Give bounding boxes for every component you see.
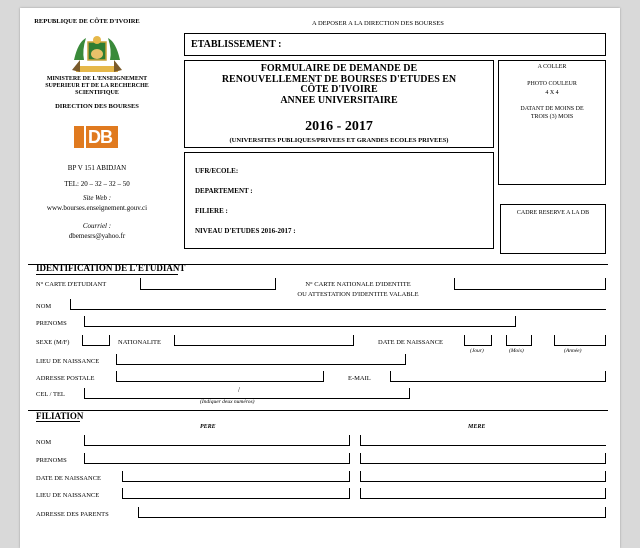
form-page (20, 8, 620, 548)
filiation-date-label: DATE DE NAISSANCE (36, 475, 101, 482)
phone-hint: (Indiquer deux numéros) (200, 399, 255, 405)
mere-prenoms-input[interactable] (360, 453, 606, 464)
pere-nom-input[interactable] (84, 435, 350, 446)
student-card-input[interactable] (140, 278, 276, 290)
adresse-parents-label: ADRESSE DES PARENTS (36, 511, 109, 518)
section-divider-2 (28, 410, 608, 411)
lieu-naissance-input[interactable] (116, 354, 406, 365)
form-title-box (184, 60, 494, 148)
filiation-lieu-label: LIEU DE NAISSANCE (36, 492, 100, 499)
departement-field[interactable]: DEPARTEMENT : (195, 187, 253, 195)
date-naissance-label: DATE DE NAISSANCE (378, 339, 443, 346)
phone-separator: / (238, 386, 240, 394)
reserved-box: CADRE RESERVE A LA DB (500, 204, 606, 254)
direction-name: DIRECTION DES BOURSES (55, 103, 139, 110)
email-field-label: E-MAIL (348, 375, 371, 382)
form-title: FORMULAIRE DE DEMANDE DE RENOUVELLEMENT DE BOURSES D'ETUDES EN CÔTE D'IVOIRE ANNEE UNIVERSITAIRE (221, 63, 457, 106)
coat-of-arms-emblem (68, 30, 126, 76)
email-input[interactable] (390, 371, 606, 382)
pere-prenoms-input[interactable] (84, 453, 350, 464)
photo-box[interactable]: A COLLER PHOTO COULEUR 4 X 4 DATANT DE MOINS DE TROIS (3) MOIS (498, 60, 606, 185)
site-label: Site Web : (82, 194, 112, 202)
form-subtitle: (UNIVERSITES PUBLIQUES/PRIVEES ET GRANDES ECOLES PRIVEES) (229, 137, 449, 144)
etablissement-label: ETABLISSEMENT : (191, 39, 282, 50)
filiation-heading: FILIATION (36, 411, 84, 421)
adresse-postale-label: ADRESSE POSTALE (36, 375, 95, 382)
deposit-note: A DEPOSER A LA DIRECTION DES BOURSES (312, 20, 444, 27)
website-link[interactable]: www.bourses.enseignement.gouv.ci (46, 204, 148, 212)
adresse-postale-input[interactable] (116, 371, 324, 382)
identification-heading: IDENTIFICATION DE L'ETUDIANT (36, 263, 186, 273)
birth-day-input[interactable] (464, 335, 492, 346)
mere-column-header: MERE (468, 424, 486, 430)
nom-input[interactable] (70, 299, 606, 310)
birth-year-input[interactable] (554, 335, 606, 346)
nationalite-input[interactable] (174, 335, 354, 346)
cel-tel-input[interactable] (84, 388, 410, 399)
etablissement-box[interactable] (184, 33, 606, 56)
mere-nom-input[interactable] (360, 435, 606, 446)
nom-label: NOM (36, 303, 52, 310)
filiation-nom-label: NOM (36, 439, 52, 446)
filiation-prenoms-label: PRENOMS (36, 457, 67, 464)
academic-year: 2016 - 2017 (305, 119, 373, 134)
address: BP V 151 ABIDJAN (67, 164, 127, 172)
annee-hint: (Année) (564, 348, 582, 354)
birth-month-input[interactable] (506, 335, 532, 346)
country-name: REPUBLIQUE DE CÔTE D'IVOIRE (34, 18, 140, 25)
sexe-label: SEXE (M/F) (36, 339, 70, 346)
mere-date-input[interactable] (360, 471, 606, 482)
heading-underline-2 (36, 421, 80, 422)
pere-column-header: PERE (200, 424, 216, 430)
study-details-box (184, 152, 494, 249)
national-id-input[interactable] (454, 278, 606, 290)
niveau-etudes-field[interactable]: NIVEAU D'ETUDES 2016-2017 : (195, 227, 296, 235)
email-label: Courriel : (82, 222, 112, 230)
prenoms-input[interactable] (84, 316, 516, 327)
ministry-name: MINISTERE DE L'ENSEIGNEMENT SUPERIEUR ET DE LA RECHERCHE SCIENTIFIQUE (45, 76, 149, 96)
lieu-naissance-label: LIEU DE NAISSANCE (36, 358, 100, 365)
ufr-ecole-field[interactable]: UFR/ECOLE: (195, 167, 239, 175)
email-link[interactable]: dbemesrs@yahoo.fr (68, 232, 126, 240)
prenoms-label: PRENOMS (36, 320, 67, 327)
heading-underline (36, 274, 178, 275)
sexe-input[interactable] (82, 335, 110, 346)
adresse-parents-input[interactable] (138, 507, 606, 518)
cel-tel-label: CEL / TEL (36, 391, 65, 398)
mere-lieu-input[interactable] (360, 488, 606, 499)
pere-lieu-input[interactable] (122, 488, 350, 499)
pere-date-input[interactable] (122, 471, 350, 482)
nationalite-label: NATIONALITE (118, 339, 161, 346)
jour-hint: (Jour) (470, 348, 484, 354)
telephone: TEL: 20 – 32 – 32 – 50 (64, 180, 130, 188)
student-card-label: N° CARTE D'ETUDIANT (36, 281, 107, 288)
mois-hint: (Mois) (509, 348, 524, 354)
national-id-label: N° CARTE NATIONALE D'IDENTITE OU ATTESTATION D'IDENTITE VALABLE (297, 281, 419, 298)
db-logo: DB (70, 120, 122, 154)
filiere-field[interactable]: FILIERE : (195, 207, 228, 215)
